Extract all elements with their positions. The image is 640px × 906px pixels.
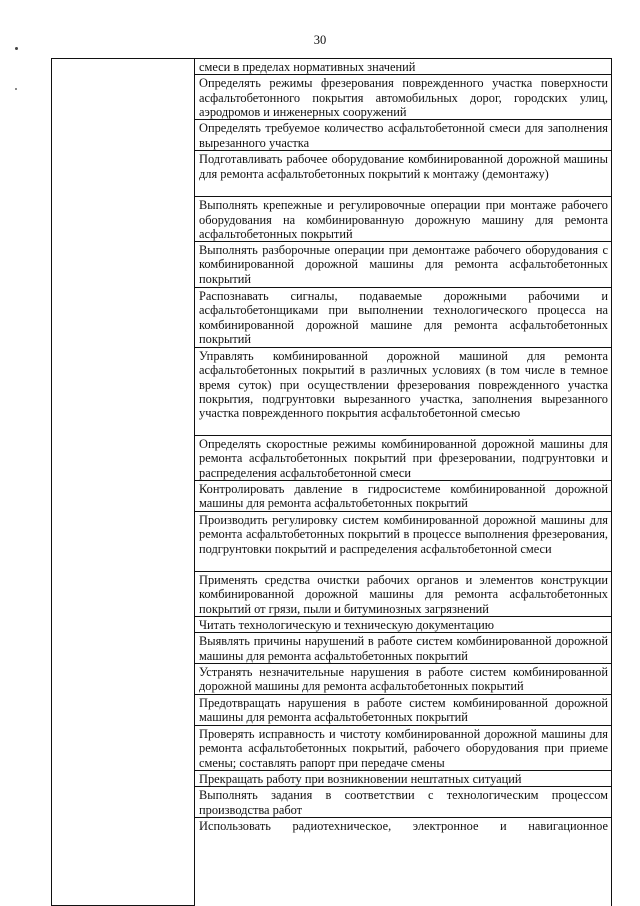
table-row: Проверять исправность и чистоту комбинированной дорожной машины для ремонта асфальтобетонных покрытий, рабочего оборудования при приеме смены; составлять рапорт при передаче смены [195, 726, 612, 771]
table-row: Предотвращать нарушения в работе систем комбинированной дорожной машины для ремонта асфальтобетонных покрытий [195, 695, 612, 726]
table-row: смеси в пределах нормативных значений [195, 59, 612, 75]
page-number: 30 [313, 33, 327, 47]
table-row: Использовать радиотехническое, электронное и навигационное [195, 818, 612, 906]
table-row: Определять режимы фрезерования поврежденного участка поверхности асфальтобетонного покрытия автомобильных дорог, городских улиц, аэродромов и инженерных сооружений [195, 75, 612, 120]
table-row: Устранять незначительные нарушения в работе систем комбинированной дорожной машины для ремонта асфальтобетонных покрытий [195, 664, 612, 695]
table-row: Производить регулировку систем комбинированной дорожной машины для ремонта асфальтобетонных покрытий в процессе выполнения фрезерования, подгрунтовки покрытий и распределения асфальтобетонной смеси [195, 512, 612, 572]
table-row: Выполнять задания в соответствии с технологическим процессом производства работ [195, 787, 612, 818]
table-left-column [52, 59, 195, 906]
table-row: Определять требуемое количество асфальтобетонной смеси для заполнения вырезанного участка [195, 120, 612, 151]
table-row: Управлять комбинированной дорожной машиной для ремонта асфальтобетонных покрытий в различных условиях (в том числе в темное время суток) при осуществлении фрезерования поврежденного участка покрытия, подгрунтовки вырезанного участка, заполнения вырезанного участка поврежденного покрытия асфальтобетонной смесью [195, 348, 612, 436]
table-row: Распознавать сигналы, подаваемые дорожными рабочими и асфальтобетонщиками при выполнении технологического процесса на комбинированной дорожной машине для ремонта асфальтобетонных покрытий [195, 288, 612, 348]
scan-speck [15, 47, 18, 50]
table-row: Определять скоростные режимы комбинированной дорожной машины для ремонта асфальтобетонных покрытий при фрезеровании, подгрунтовки и распределения асфальтобетонной смеси [195, 436, 612, 481]
table-row: Применять средства очистки рабочих органов и элементов конструкции комбинированной дорожной машины для ремонта асфальтобетонных покрытий от грязи, пыли и битуминозных загрязнений [195, 572, 612, 617]
table-row: Подготавливать рабочее оборудование комбинированной дорожной машины для ремонта асфальтобетонных покрытий к монтажу (демонтажу) [195, 151, 612, 197]
table-row: Выполнять разборочные операции при демонтаже рабочего оборудования с комбинированной дорожной машины для ремонта асфальтобетонных покрытий [195, 242, 612, 288]
table-row: Читать технологическую и техническую документацию [195, 617, 612, 633]
table-row: Выполнять крепежные и регулировочные операции при монтаже рабочего оборудования на комбинированную дорожную машину для ремонта асфальтобетонных покрытий [195, 197, 612, 242]
table-row: Выявлять причины нарушений в работе систем комбинированной дорожной машины для ремонта асфальтобетонных покрытий [195, 633, 612, 664]
table-row: Прекращать работу при возникновении нештатных ситуаций [195, 771, 612, 787]
scan-speck [15, 88, 17, 90]
table-row: Контролировать давление в гидросистеме комбинированной дорожной машины для ремонта асфальтобетонных покрытий [195, 481, 612, 512]
skills-table [51, 58, 612, 906]
